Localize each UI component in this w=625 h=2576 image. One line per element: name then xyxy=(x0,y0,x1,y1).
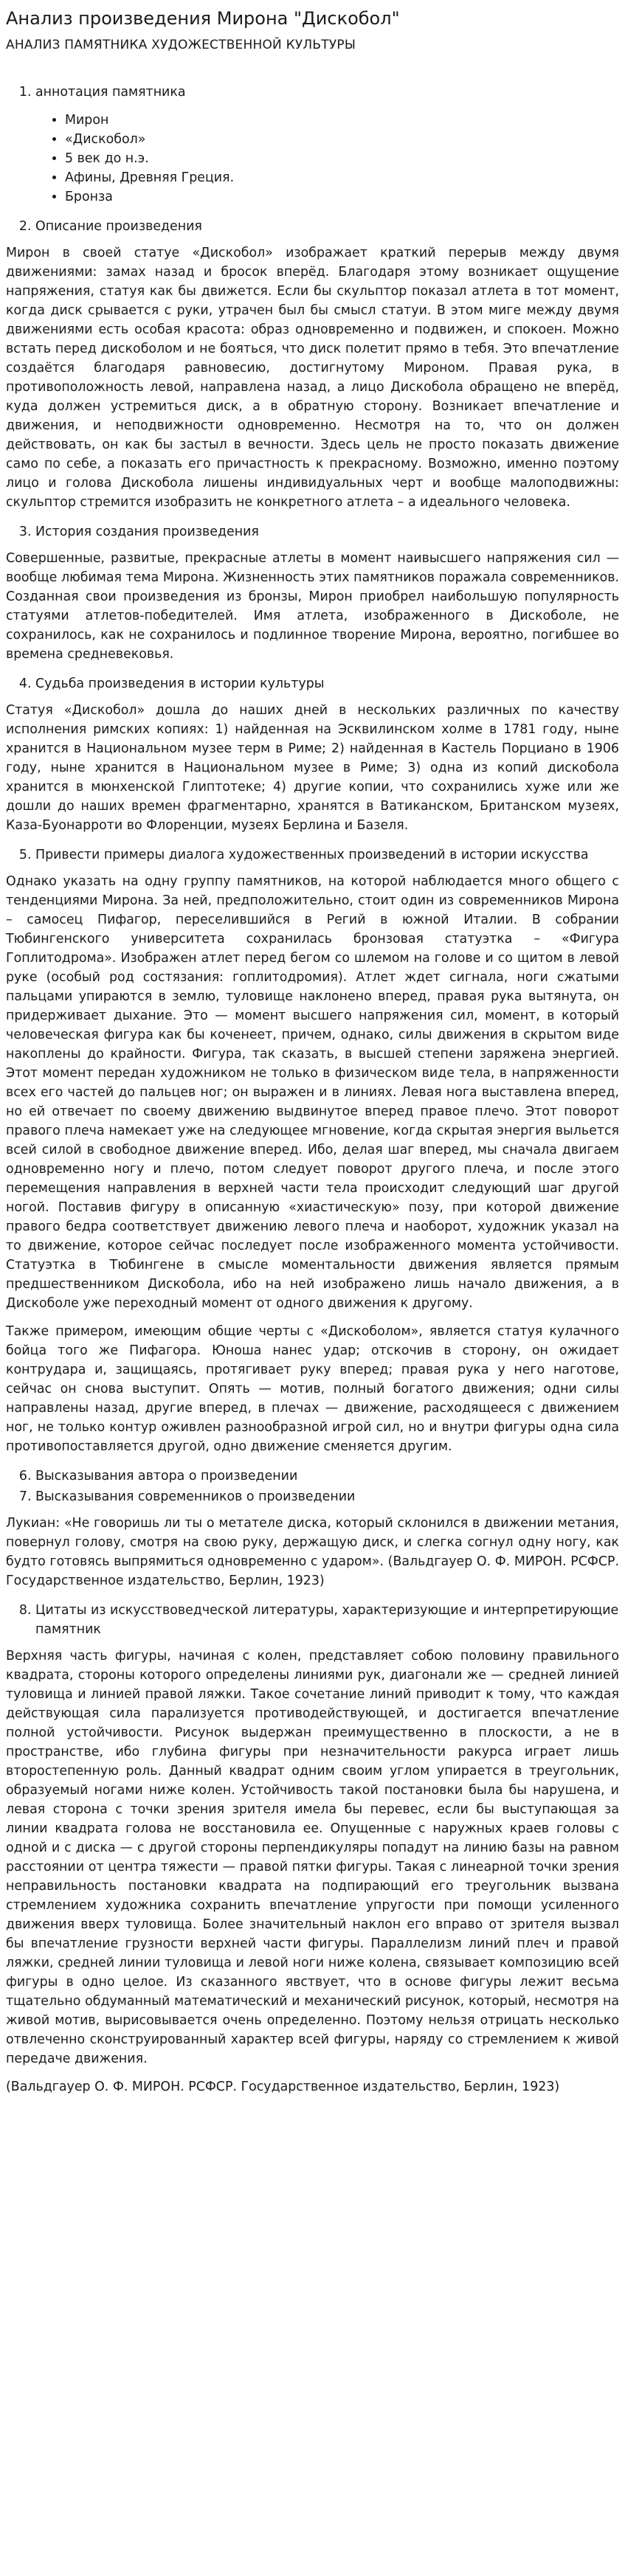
section-annotation xyxy=(35,81,619,207)
section-text: Верхняя часть фигуры, начиная с колен, представляет собою половину правильного квадрата, стороны которого определены линиями рук, диагонали же — средней линией туловища и линией правой ляжки. Такое сочетание линий приводит к тому, что каждая действующая сила парализуется противодействующей, и достигается впечатление полной устойчивости. Рисунок выдержан преимущественно в плоскости, а не в пространстве, ибо глубина фигуры при незначительности ракурса играет лишь второстепенную роль. Данный квадрат одним своим углом упирается в треугольник, образуемый ногами ниже колен. Устойчивость такой постановки была бы нарушена, и левая сторона с точки зрения зрителя имела бы перевес, если бы выступающая за линии квадрата голова не восстановила ее. Опущенные с наружных краев головы с одной и с диска — с другой стороны перпендикуляры попадут на линию базы на равном расстоянии от центра тяжести — правой пятки фигуры. Такая с линеарной точки зрения неправильность постановки квадрата на подпирающий его треугольник вызвана стремлением художника сохранить впечатление упругости при помощи усиленного движения вверх туловища. Более значительный наклон его вправо от зрителя вызвал бы впечатление грузности верхней части фигуры. Параллелизм линий плеч и правой ляжки, средней линии туловища и левой ноги ниже колена, связывает композицию всей фигуры в одно целое. Из сказанного явствует, что в основе фигуры лежит весьма тщательно обдуманный математический и механический рисунок, который, несмотря на живой мотив, вырисовывается очень определенно. Поэтому нельзя отрицать несколько отвлеченно сконструированный характер всей фигуры, наряду со стремлением к живой передаче движения. xyxy=(6,1649,619,2066)
annotation-item: • 5 век до н.э. xyxy=(65,149,619,168)
annotation-item: • Бронза xyxy=(65,187,619,207)
section-text: Однако указать на одну группу памятников, на которой наблюдается много общего с тенденциями Мирона. За ней, предположительно, стоит один из современников Мирона – самосец Пифагор, переселившийся в Регий в южной Италии. В собрании Тюбингенского университета сохранилась бронзовая статуэтка – «Фигура Гоплитодрома». Изображен атлет перед бегом со шлемом на голове и со щитом в левой руке (особый род состязания: гоплитодромия). Атлет ждет сигнала, ноги сжатыми пальцами упираются в землю, туловище наклонено вперед, правая рука вытянута, он придерживает дыхание. Это — момент высшего напряжения сил, момент, в который человеческая фигура как бы коченеет, причем, однако, силы движения в скрытом виде накоплены до крайности. Фигура, так сказать, в высшей степени заряжена энергией. Этот момент передан художником не только в физическом виде тела, в напряженности всех его частей до пальцев ног; он выражен и в линиях. Левая нога выставлена вперед, но ей отвечает по своему движению выдвинутое вперед правое плечо. Этот поворот правого плеча намекает уже на следующее мгновение, когда скрытая энергия выльется всей силой в свободное движение вперед. Ибо, делая шаг вперед, мы сначала двигаем одновременно ногу и плечо, потом следует поворот другого плеча, и после этого перемещения направления в верхней части тела происходит следующий шаг другой ногой. Поставив фигуру в описанную «хиастическую» позу, при которой движение правого бедра соответствует движению левого плеча и наоборот, художник указал на то движение, которое сейчас последует после изображенного момента устойчивости. Статуэтка в Тюбингене в смысле моментальности движения является прямым предшественником Дискобола, ибо на ней изображено лишь начало движения, а в Дискоболе уже переходный момент от одного движения к другому. xyxy=(6,874,619,1311)
section-history xyxy=(35,521,619,541)
annotation-item: • «Дискобол» xyxy=(65,130,619,149)
annotation-item: • Афины, Древняя Греция. xyxy=(65,168,619,187)
section-list-3 xyxy=(6,521,619,541)
section-text: Лукиан: «Не говоришь ли ты о метателе диска, который склонился в движении метания, повернул голову, смотря на свою руку, держащую диск, и слегка согнул одну ногу, как будто готовясь выпрямиться одновременно с ударом». (Вальдгауер О. Ф. МИРОН. РСФСР. Государственное издательство, Берлин, 1923) xyxy=(6,1516,619,1588)
section-description xyxy=(35,215,619,236)
section-list-8 xyxy=(6,1599,619,1639)
section-literature-quotes xyxy=(35,1599,619,1639)
page-title: Анализ произведения Мирона "Дискобол" xyxy=(6,8,400,29)
section-title: 3. История создания произведения xyxy=(35,524,259,539)
section-title: 1. аннотация памятника xyxy=(35,85,186,100)
source-citation: (Вальдгауер О. Ф. МИРОН. РСФСР. Государственное издательство, Берлин, 1923) xyxy=(6,2080,560,2094)
section-author-quotes xyxy=(35,1465,619,1486)
section-text: Статуя «Дискобол» дошла до наших дней в нескольких различных по качеству исполнения римских копиях: 1) найденная на Эсквилинском холме в 1781 году, ныне хранится в Национальном музее терм в Риме; 2) найденная в Кастель Порциано в 1906 году, ныне хранится в Национальном музее в Риме; 3) одна из копий дискобола хранится в мюнхенской Глиптотеке; 4) другие копии, что сохранились хуже или же дошли до наших времен фрагментарно, хранятся в Ватиканском, Британском музеях, Каза-Буонарроти во Флоренции, музеях Берлина и Базеля. xyxy=(6,703,619,833)
section-title: 6. Высказывания автора о произведении xyxy=(35,1469,298,1483)
section-title: 8. Цитаты из искусствоведческой литературы, характеризующие и интерпретирующие памятник xyxy=(35,1603,619,1637)
section-text: Совершенные, развитые, прекрасные атлеты в момент наивысшего напряжения сил — вообще любимая тема Мирона. Жизненность этих памятников поражала современников. Созданная свои произведения из бронзы, Мирон приобрел наибольшую популярность статуями атлетов-победителей. Имя атлета, изображенного в Дискоболе, не сохранилось, как не сохранилось и подлинное творение Мирона, вероятно, погибшее во времена средневековья. xyxy=(6,551,619,662)
annotation-item: • Мирон xyxy=(65,111,619,130)
section-text: Также примером, имеющим общие черты с «Дискоболом», является статуя кулачного бойца того же Пифагора. Юноша нанес удар; отскочив в сторону, он ожидает контрудара и, защищаясь, протягивает руку вперед; правая рука у него наготове, сейчас он снова выступит. Опять — мотив, полный богатого движения; одни силы направлены назад, другие вперед, в плечах — движение, расходящееся с движением ног, не только контур оживлен разнообразной игрой сил, но и внутри фигуры одна сила противопоставляется другой, одно движение сменяется другим. xyxy=(6,1324,619,1454)
section-title: 7. Высказывания современников о произведении xyxy=(35,1489,356,1504)
section-title: 2. Описание произведения xyxy=(35,219,202,234)
section-contemporary-quotes xyxy=(35,1486,619,1506)
section-title: 5. Привести примеры диалога художественных произведений в истории искусства xyxy=(35,848,589,862)
section-title: 4. Судьба произведения в истории культуры xyxy=(35,676,325,691)
section-list-5 xyxy=(6,844,619,865)
section-text: Мирон в своей статуе «Дискобол» изображает краткий перерыв между двумя движениями: замах назад и бросок вперёд. Благодаря этому возникает ощущение напряжения, статуя как бы движется. Если бы скульптор показал атлета в тот момент, когда диск срывается с руки, утрачен был бы смысл статуи. В этом миге между двумя движениями есть особая красота: образ одновременно и подвижен, и спокоен. Можно встать перед дискоболом и не бояться, что диск полетит прямо в тебя. Это впечатление создаётся благодаря равновесию, достигнутому Мироном. Правая рука, в противоположность левой, направлена назад, а лицо Дискобола обращено не вперёд, куда должен устремиться диск, а в обратную сторону. Возникает впечатление и движения, и неподвижности одновременно. Несмотря на то, что он должен действовать, он как бы застыл в вечности. Здесь цель не просто показать движение само по себе, а показать его причастность к прекрасному. Возможно, именно поэтому лицо и голова Дискобола лишены индивидуальных черт и вообще малоподвижны: скульптор стремится изобразить не конкретного атлета – а идеального человека. xyxy=(6,246,619,510)
section-list-6 xyxy=(6,1465,619,1506)
section-fate xyxy=(35,673,619,693)
section-list-1 xyxy=(6,81,619,236)
section-dialogue xyxy=(35,844,619,865)
annotation-list xyxy=(35,111,619,207)
page-subtitle: АНАЛИЗ ПАМЯТНИКА ХУДОЖЕСТВЕННОЙ КУЛЬТУРЫ xyxy=(6,38,356,52)
section-list-4 xyxy=(6,673,619,693)
